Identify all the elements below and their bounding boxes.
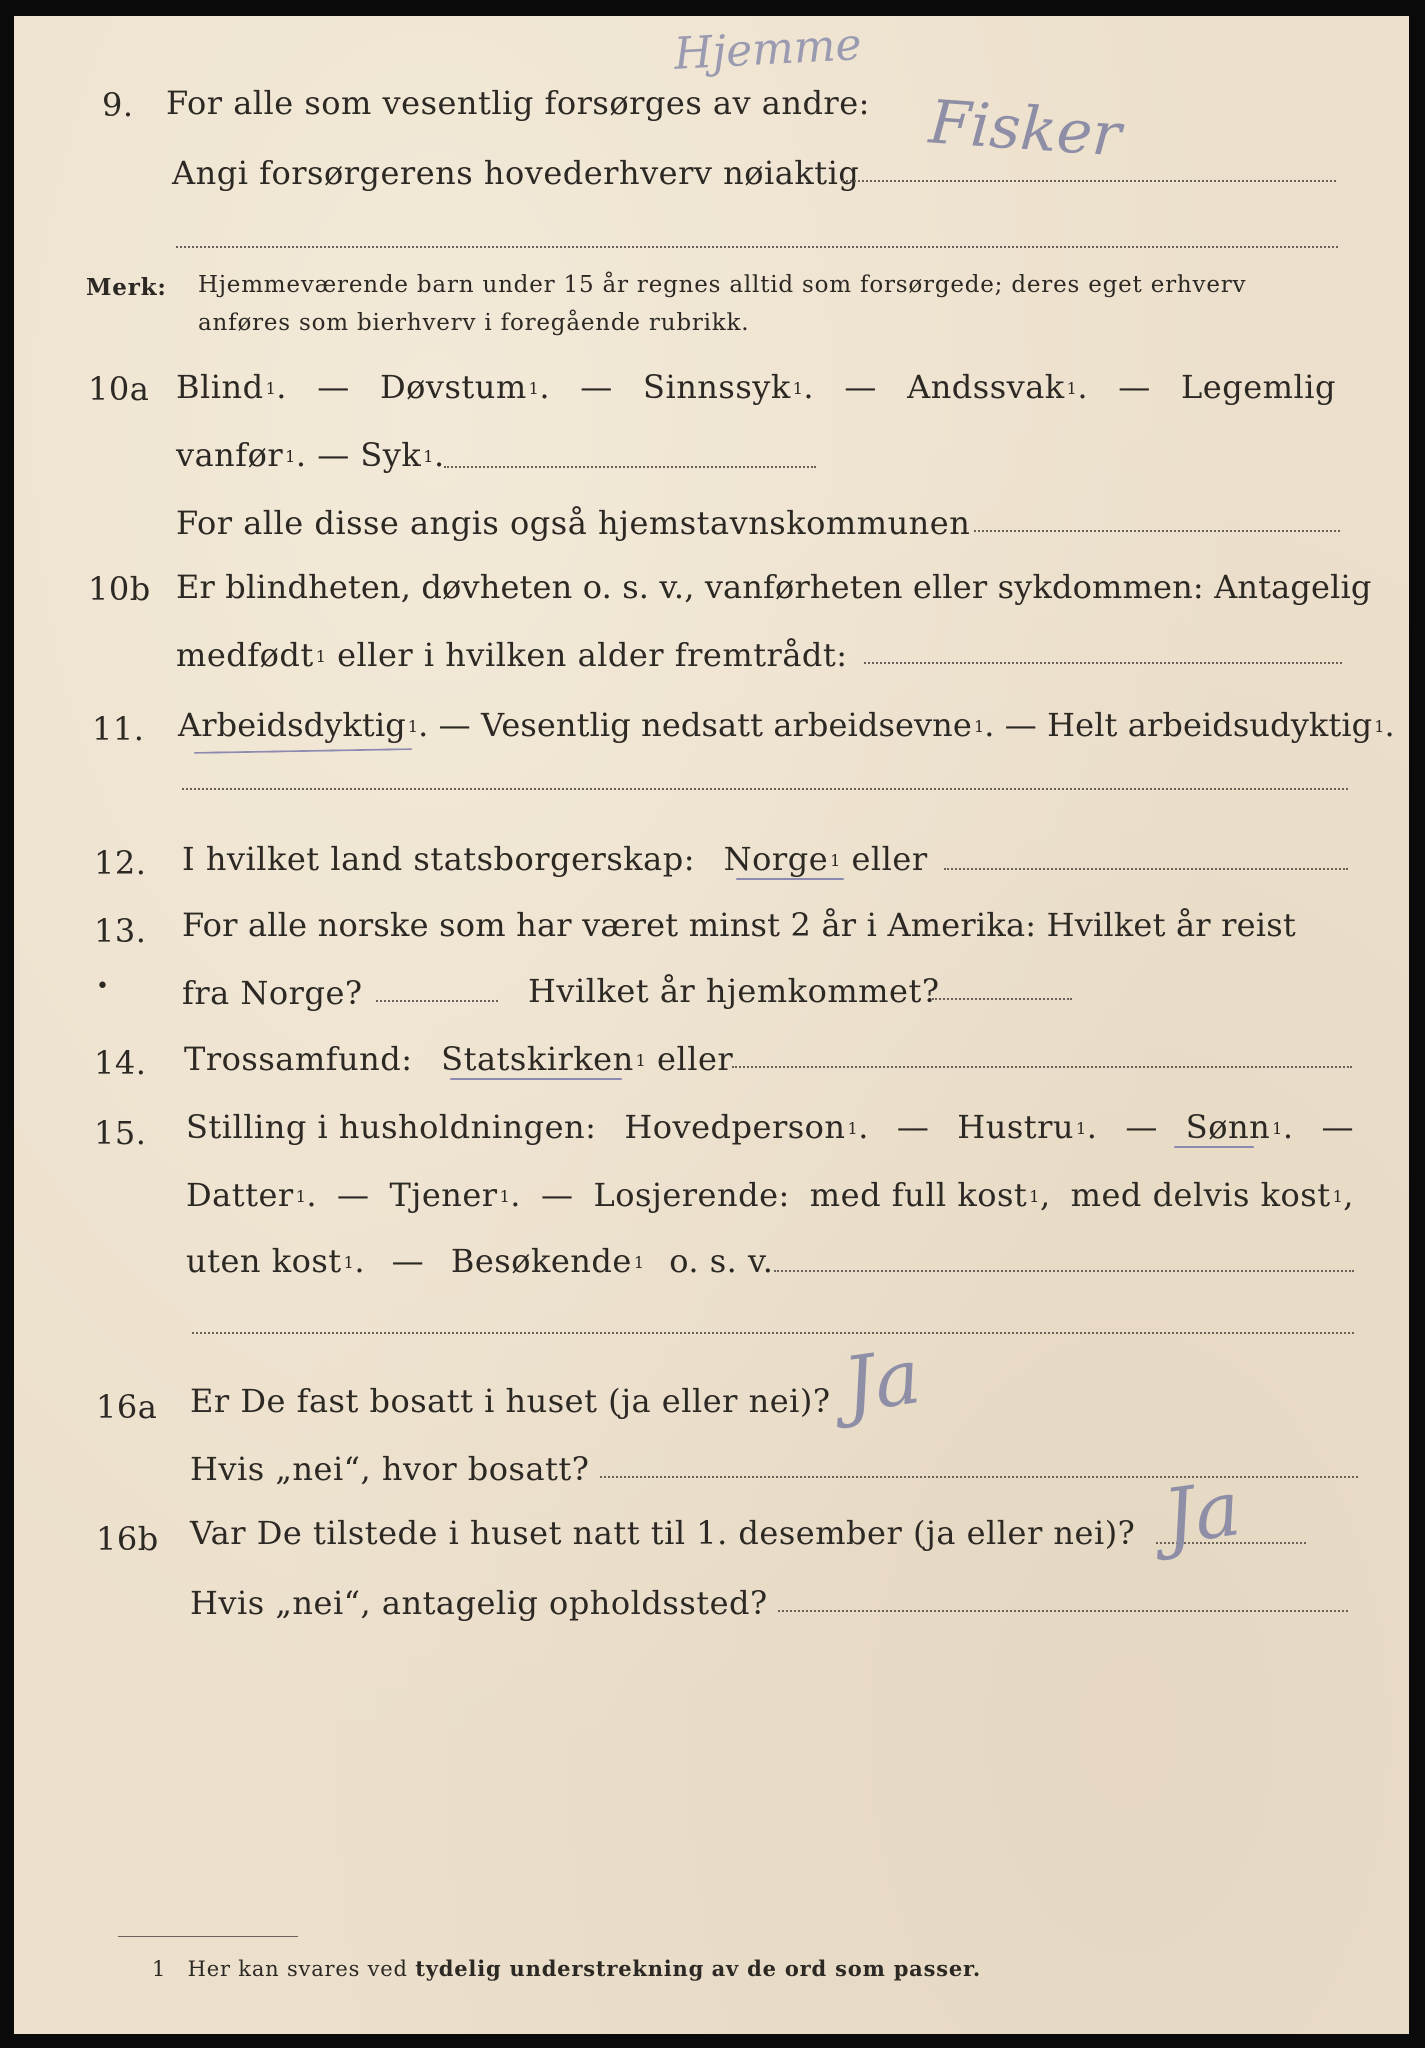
handwriting-q9: Fisker <box>926 87 1124 171</box>
dash: — <box>896 1108 930 1146</box>
q13-number: 13. <box>94 912 147 950</box>
handwriting-q16b: Ja <box>1158 1463 1246 1562</box>
opt-datter: Datter $^1$. <box>186 1176 318 1214</box>
census-form-sheet <box>14 16 1409 2034</box>
q14-line <box>184 1040 733 1078</box>
q16a-line2: Hvis „nei“, hvor bosatt? <box>190 1450 590 1488</box>
q15-line1 <box>186 1108 1354 1146</box>
opt-medfodt: medfødt $^1$ <box>176 636 327 674</box>
q10a-line2 <box>176 436 445 474</box>
opt-udyktig: Helt arbeidsudyktig $^1$. <box>1047 706 1395 744</box>
handwriting-q16a: Ja <box>838 1331 926 1430</box>
footnote-rule <box>118 1936 298 1937</box>
q12-text: I hvilket land statsborgerskap: <box>182 840 695 878</box>
q15-stilling: Stilling i husholdningen: <box>186 1108 597 1146</box>
q14-answer-line <box>732 1066 1352 1068</box>
q16b-line1: Var De tilstede i huset natt til 1. desember (ja eller nei)? <box>190 1514 1136 1552</box>
q12-line <box>182 840 928 878</box>
q11-answer-line <box>182 788 1348 790</box>
opt-hovedperson: Hovedperson $^1$. <box>624 1108 869 1146</box>
q15-number: 15. <box>94 1114 147 1152</box>
underline-sonn <box>1174 1146 1254 1148</box>
footnote-mark: 1 <box>152 1957 167 1981</box>
q12-answer-line <box>944 868 1348 870</box>
q15-line3 <box>186 1242 773 1280</box>
opt-vanfor: vanfør $^1$. <box>176 436 307 474</box>
opt-nedsatt: Vesentlig nedsatt arbeidsevne $^1$. <box>481 706 995 744</box>
q13-bullet: • <box>96 974 110 999</box>
dash: — <box>391 1242 425 1280</box>
dash: — <box>580 368 613 406</box>
q14-number: 14. <box>94 1044 147 1082</box>
q15-line2 <box>186 1176 1354 1214</box>
q16b-number: 16b <box>96 1520 159 1558</box>
q10a-line1 <box>176 368 1336 406</box>
opt-sonn: Sønn $^1$. <box>1185 1108 1294 1146</box>
q10b-line2 <box>176 636 848 674</box>
dash: — <box>317 368 350 406</box>
q9-line2: Angi forsørgerens hovederhverv nøiaktig <box>172 154 860 192</box>
dash: — <box>1118 368 1151 406</box>
opt-arbeidsdyktig: Arbeidsdyktig $^1$. <box>178 706 429 744</box>
q14-eller: eller <box>657 1040 734 1078</box>
handwriting-top: Hjemme <box>672 19 863 80</box>
q9-line1: For alle som vesentlig forsørges av andre: <box>166 84 870 122</box>
footnote <box>152 1956 981 1981</box>
opt-dovstum: Døvstum $^1$. <box>379 368 551 406</box>
dash: — <box>438 706 471 744</box>
underline-norge <box>736 878 844 880</box>
footnote-text-a: Her kan svares ved <box>187 1957 408 1981</box>
q10b-answer-line <box>864 662 1342 664</box>
opt-blind: Blind $^1$. <box>176 368 287 406</box>
opt-tjener: Tjener $^1$. <box>389 1176 521 1214</box>
q10a-answer-line <box>444 466 816 468</box>
q16a-number: 16a <box>96 1388 158 1426</box>
opt-statskirken: Statskirken $^1$ <box>441 1040 647 1078</box>
opt-legemlig: Legemlig <box>1181 368 1336 406</box>
dash: — <box>1125 1108 1158 1146</box>
q15-losjerende: Losjerende: <box>593 1176 790 1214</box>
q15-answer-line <box>774 1270 1354 1272</box>
q15-answer-line-2 <box>192 1332 1354 1334</box>
q13-reist-line <box>376 1000 498 1002</box>
opt-sinnssyk: Sinnssyk $^1$. <box>643 368 815 406</box>
q10b-line1: Er blindheten, døvheten o. s. v., vanførheten eller sykdommen: Antagelig <box>176 568 1372 606</box>
dash: — <box>317 436 350 474</box>
dash: — <box>844 368 877 406</box>
q16a-line1: Er De fast bosatt i huset (ja eller nei)? <box>190 1382 831 1420</box>
opt-andssvak: Andssvak $^1$. <box>907 368 1089 406</box>
q10a-number: 10a <box>88 370 150 408</box>
q13-line2b: Hvilket år hjemkommet? <box>528 972 940 1010</box>
q9-answer-line <box>842 180 1336 182</box>
q13-hjemkommet-line <box>932 998 1072 1000</box>
dash: — <box>540 1176 574 1214</box>
opt-norge: Norge $^1$ <box>723 840 841 878</box>
dash: — <box>1321 1108 1354 1146</box>
merk-label: Merk: <box>86 274 167 301</box>
merk-line2: anføres som bierhverv i foregående rubrikk. <box>198 310 750 336</box>
q9-number: 9. <box>102 86 134 124</box>
merk-line1: Hjemmeværende barn under 15 år regnes alltid som forsørgede; deres eget erhverv <box>198 272 1247 298</box>
opt-utenkost: uten kost $^1$. <box>186 1242 365 1280</box>
q12-eller: eller <box>851 840 928 878</box>
q9-answer-line-2 <box>176 246 1338 248</box>
q10a-line3: For alle disse angis også hjemstavnskommunen <box>176 504 971 542</box>
opt-besokende: Besøkende $^1$ <box>450 1242 645 1280</box>
q14-text: Trossamfund: <box>184 1040 413 1078</box>
q16b-line2: Hvis „nei“, antagelig opholdssted? <box>190 1584 768 1622</box>
q15-osv: o. s. v. <box>669 1242 774 1280</box>
q10a-hjemstavn-line <box>974 530 1340 532</box>
footnote-text-c: av de ord som passer. <box>711 1956 982 1981</box>
q13-line1: For alle norske som har været minst 2 år i Amerika: Hvilket år reist <box>182 906 1296 944</box>
q16b-answer-line <box>778 1610 1348 1612</box>
q13-line2a: fra Norge? <box>182 974 363 1012</box>
opt-fullkost: med full kost $^1$, <box>809 1176 1051 1214</box>
q12-number: 12. <box>94 844 147 882</box>
opt-syk: Syk $^1$. <box>360 436 445 474</box>
opt-hustru: Hustru $^1$. <box>957 1108 1098 1146</box>
q11-number: 11. <box>92 710 145 748</box>
dash: — <box>337 1176 370 1214</box>
footnote-text-b: tydelig understrekning <box>415 1956 705 1981</box>
q16a-answer-line <box>600 1476 1358 1478</box>
opt-delviskost: med delvis kost $^1$, <box>1070 1176 1354 1214</box>
underline-arbeidsdyktig <box>194 748 412 754</box>
q10b-number: 10b <box>88 570 151 608</box>
underline-statskirken <box>450 1078 622 1080</box>
dash: — <box>1004 706 1037 744</box>
q10b-line2-rest: eller i hvilken alder fremtrådt: <box>337 636 848 674</box>
q11-line <box>178 706 1395 744</box>
